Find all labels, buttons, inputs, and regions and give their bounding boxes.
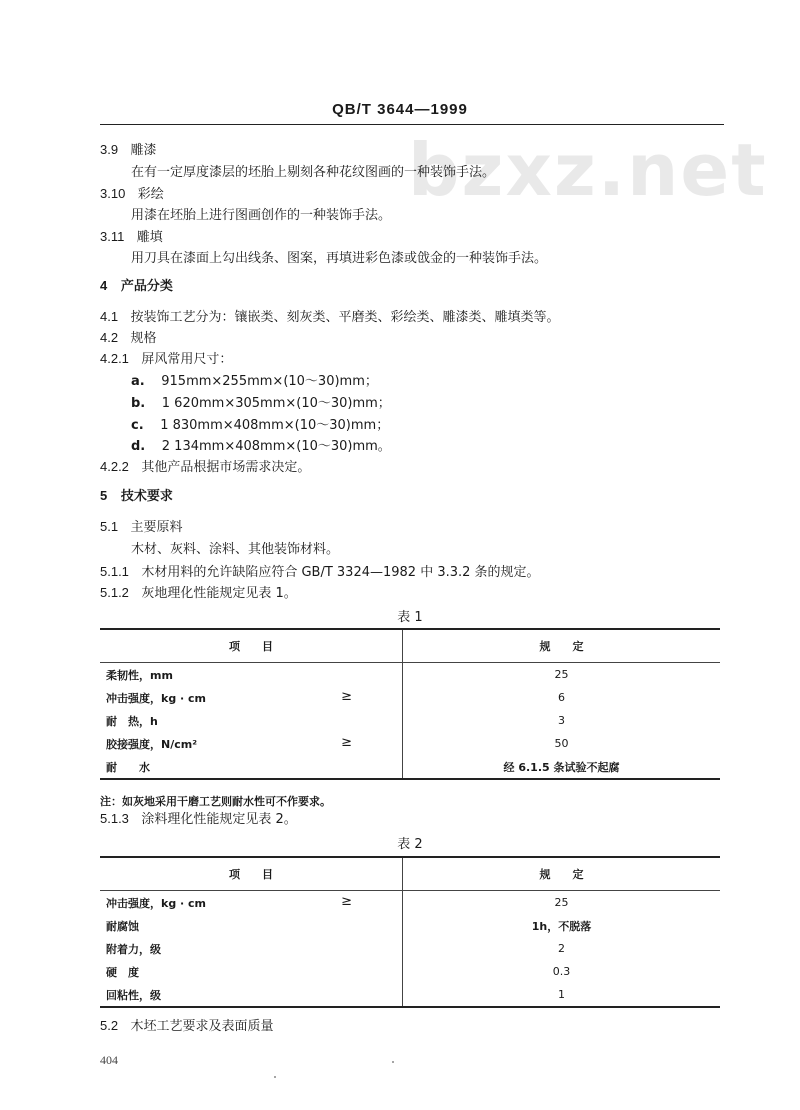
section-4-heading xyxy=(100,277,173,296)
section-body: 木材用料的允许缺陷应符合 GB/T 3324—1982 中 3.3.2 条的规定。 xyxy=(141,565,540,580)
comparison-symbol: ≥ xyxy=(341,894,352,909)
section-4-1 xyxy=(100,308,560,327)
section-5-1-3 xyxy=(100,810,297,829)
section-number: 4 xyxy=(100,278,108,293)
standard-code: QB/T 3644—1999 xyxy=(332,101,468,118)
row-value: 1 xyxy=(403,983,721,1007)
table-row xyxy=(100,663,720,687)
section-number: 3.10 xyxy=(100,186,126,201)
row-value: 25 xyxy=(403,891,721,915)
section-number: 4.2 xyxy=(100,330,119,345)
section-body: 灰地理化性能规定见表 1。 xyxy=(141,586,297,601)
row-value: 25 xyxy=(403,663,721,687)
section-number: 4.1 xyxy=(100,309,119,324)
row-item xyxy=(100,686,403,709)
size-item xyxy=(131,438,391,456)
page-number: 404 xyxy=(100,1053,118,1067)
table-header-row xyxy=(100,629,720,663)
table-2 xyxy=(100,856,720,1008)
item-label: 耐 热，h xyxy=(106,714,158,728)
table-row xyxy=(100,732,720,755)
table-row xyxy=(100,686,720,709)
section-title: 规格 xyxy=(130,331,157,346)
row-value: 经 6.1.5 条试验不起腐 xyxy=(403,755,721,779)
table-2-caption: 表 2 xyxy=(397,837,423,852)
row-item xyxy=(100,732,403,755)
table-1 xyxy=(100,628,720,780)
comparison-symbol: ≥ xyxy=(341,735,352,750)
table-1-caption: 表 1 xyxy=(397,610,423,625)
size-label: c. xyxy=(131,418,144,433)
row-item xyxy=(100,755,403,779)
scan-speck xyxy=(274,1076,276,1078)
item-label: 冲击强度，kg · cm xyxy=(106,896,207,910)
section-title: 产品分类 xyxy=(120,279,173,294)
section-number: 3.11 xyxy=(100,229,125,244)
column-header-item: 项 目 xyxy=(100,857,403,891)
section-title: 技术要求 xyxy=(120,489,173,504)
section-title: 雕漆 xyxy=(130,143,157,158)
header-rule xyxy=(100,124,724,125)
section-4-2-2 xyxy=(100,458,310,477)
item-label: 硬 度 xyxy=(106,965,139,979)
section-3-9-heading xyxy=(100,141,157,160)
row-item xyxy=(100,709,403,732)
item-label: 回粘性，级 xyxy=(106,988,161,1002)
section-3-10-heading xyxy=(100,185,164,204)
item-label: 柔韧性，mm xyxy=(106,668,173,682)
section-title: 屏风常用尺寸： xyxy=(141,352,233,367)
table-header-row xyxy=(100,857,720,891)
column-header-item: 项 目 xyxy=(100,629,403,663)
table-row xyxy=(100,914,720,937)
table-row xyxy=(100,755,720,779)
section-number: 5.2 xyxy=(100,1018,119,1033)
section-5-1-body: 木材、灰料、涂料、其他装饰材料。 xyxy=(131,542,340,557)
section-3-10-body: 用漆在坯胎上进行图画创作的一种装饰手法。 xyxy=(131,208,392,223)
size-item xyxy=(131,417,389,435)
section-5-1-heading xyxy=(100,518,183,537)
section-title: 主要原料 xyxy=(130,520,183,535)
section-body: 按装饰工艺分为：镶嵌类、刻灰类、平磨类、彩绘类、雕漆类、雕填类等。 xyxy=(130,310,560,325)
row-value: 6 xyxy=(403,686,721,709)
section-3-11-heading xyxy=(100,228,163,247)
size-label: b. xyxy=(131,396,146,411)
size-text: 915mm×255mm×(10～30)mm； xyxy=(161,374,378,389)
table-row xyxy=(100,891,720,915)
section-number: 5.1 xyxy=(100,519,119,534)
table-row xyxy=(100,960,720,983)
row-item xyxy=(100,914,403,937)
row-value: 1h，不脱落 xyxy=(403,914,721,937)
section-5-1-1 xyxy=(100,563,540,582)
size-text: 1 830mm×408mm×(10～30)mm； xyxy=(160,418,390,433)
item-label: 冲击强度，kg · cm xyxy=(106,691,207,705)
row-value: 50 xyxy=(403,732,721,755)
section-title: 彩绘 xyxy=(137,187,164,202)
scan-speck xyxy=(392,1061,394,1063)
section-number: 5.1.2 xyxy=(100,585,129,600)
row-value: 3 xyxy=(403,709,721,732)
section-number: 5.1.1 xyxy=(100,564,129,579)
section-3-11-body: 用刀具在漆面上勾出线条、图案，再填进彩色漆或戗金的一种装饰手法。 xyxy=(131,251,548,266)
row-value: 0.3 xyxy=(403,960,721,983)
item-label: 耐腐蚀 xyxy=(106,919,139,933)
row-item xyxy=(100,663,403,687)
size-item xyxy=(131,373,378,391)
item-label: 胶接强度，N/cm² xyxy=(106,737,198,751)
comparison-symbol: ≥ xyxy=(341,689,352,704)
section-number: 5 xyxy=(100,488,108,503)
size-item xyxy=(131,395,391,413)
section-body: 涂料理化性能规定见表 2。 xyxy=(141,812,297,827)
size-label: d. xyxy=(131,439,146,454)
section-4-2-1-heading xyxy=(100,350,232,369)
table-row xyxy=(100,937,720,960)
row-item xyxy=(100,937,403,960)
section-title: 雕填 xyxy=(136,230,163,245)
section-number: 4.2.2 xyxy=(100,459,129,474)
section-5-1-2 xyxy=(100,584,297,603)
row-item xyxy=(100,891,403,915)
watermark: bzxz.net xyxy=(408,128,768,212)
row-item xyxy=(100,960,403,983)
size-text: 1 620mm×305mm×(10～30)mm； xyxy=(161,396,391,411)
section-body: 木坯工艺要求及表面质量 xyxy=(130,1019,274,1034)
section-body: 其他产品根据市场需求决定。 xyxy=(141,460,311,475)
section-5-2 xyxy=(100,1017,274,1036)
row-item xyxy=(100,983,403,1007)
table-row xyxy=(100,983,720,1007)
row-value: 2 xyxy=(403,937,721,960)
section-3-9-body: 在有一定厚度漆层的坯胎上剔刻各种花纹图画的一种装饰手法。 xyxy=(131,165,496,180)
table-1-note: 注：如灰地采用干磨工艺则耐水性可不作要求。 xyxy=(100,795,331,808)
section-number: 3.9 xyxy=(100,142,119,157)
column-header-spec: 规 定 xyxy=(403,857,721,891)
item-label: 附着力，级 xyxy=(106,942,161,956)
table-row xyxy=(100,709,720,732)
column-header-spec: 规 定 xyxy=(403,629,721,663)
item-label: 耐 水 xyxy=(106,760,150,774)
section-number: 4.2.1 xyxy=(100,351,129,366)
section-5-heading xyxy=(100,487,173,506)
size-text: 2 134mm×408mm×(10～30)mm。 xyxy=(161,439,391,454)
section-number: 5.1.3 xyxy=(100,811,129,826)
section-4-2-heading xyxy=(100,329,157,348)
size-label: a. xyxy=(131,374,145,389)
